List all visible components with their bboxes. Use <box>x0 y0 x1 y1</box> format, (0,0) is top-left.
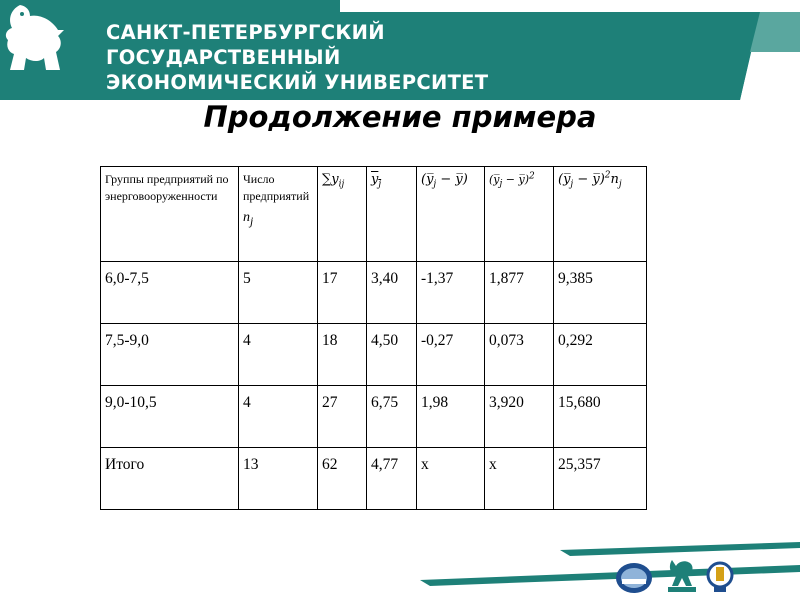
slide-title: Продолжение примера <box>203 100 597 134</box>
cell-group: 7,5-9,0 <box>101 324 239 386</box>
header-count-label: Число предприятий <box>243 172 310 203</box>
cell-mean: 3,40 <box>367 262 417 324</box>
cell-sum: 27 <box>318 386 367 448</box>
cell-mean: 4,77 <box>367 448 417 510</box>
cell-mean: 4,50 <box>367 324 417 386</box>
cell-sum: 18 <box>318 324 367 386</box>
data-table <box>100 166 647 510</box>
deviation-formula: ($y̅_j$ − y̅) <box>421 172 468 190</box>
griffin-logo <box>0 0 70 75</box>
header-weighted <box>554 167 647 262</box>
weighted-formula: ($y̅_j$ − $y̅)^2n_j$ <box>558 171 622 190</box>
university-name-line-3: ЭКОНОМИЧЕСКИЙ УНИВЕРСИТЕТ <box>106 71 489 94</box>
table-header-row <box>101 167 647 262</box>
cell-group: 9,0-10,5 <box>101 386 239 448</box>
header-deviation <box>417 167 485 262</box>
header-count <box>239 167 318 262</box>
mean-y-formula: $y_j$ <box>371 172 382 190</box>
cell-deviation-squared: x <box>485 448 554 510</box>
cell-group: 6,0-7,5 <box>101 262 239 324</box>
cell-count: 5 <box>239 262 318 324</box>
cell-deviation: x <box>417 448 485 510</box>
cell-deviation-squared: 0,073 <box>485 324 554 386</box>
finec-logo-icon <box>664 556 700 594</box>
cell-weighted: 0,292 <box>554 324 647 386</box>
cell-sum: 62 <box>318 448 367 510</box>
cell-weighted: 15,680 <box>554 386 647 448</box>
cell-mean: 6,75 <box>367 386 417 448</box>
header-deviation-squared <box>485 167 554 262</box>
cell-group: Итого <box>101 448 239 510</box>
institute-logo-icon <box>706 561 734 593</box>
table-row <box>101 262 647 324</box>
deviation-squared-formula: ($y̅_j$ − y̅)$^2$ <box>489 171 535 190</box>
cell-deviation: 1,98 <box>417 386 485 448</box>
header-sum-y <box>318 167 367 262</box>
table-row <box>101 386 647 448</box>
cell-deviation: -0,27 <box>417 324 485 386</box>
engecon-logo-icon <box>614 561 654 595</box>
cell-count: 13 <box>239 448 318 510</box>
cell-weighted: 25,357 <box>554 448 647 510</box>
cell-deviation: -1,37 <box>417 262 485 324</box>
table-row-total <box>101 448 647 510</box>
sum-y-formula: $\sum y_{ij}$ <box>322 172 345 190</box>
university-name-line-1: САНКТ-ПЕТЕРБУРГСКИЙ <box>106 21 385 44</box>
header-mean-y <box>367 167 417 262</box>
cell-deviation-squared: 3,920 <box>485 386 554 448</box>
cell-count: 4 <box>239 386 318 448</box>
cell-deviation-squared: 1,877 <box>485 262 554 324</box>
table-row <box>101 324 647 386</box>
header-groups-label: Группы предприятий по энерговооруженности <box>105 172 229 203</box>
header-groups <box>101 167 239 262</box>
cell-sum: 17 <box>318 262 367 324</box>
cell-count: 4 <box>239 324 318 386</box>
cell-weighted: 9,385 <box>554 262 647 324</box>
header-count-symbol: $n_j$ <box>243 210 254 228</box>
university-name-line-2: ГОСУДАРСТВЕННЫЙ <box>106 46 341 69</box>
university-name <box>106 20 488 95</box>
